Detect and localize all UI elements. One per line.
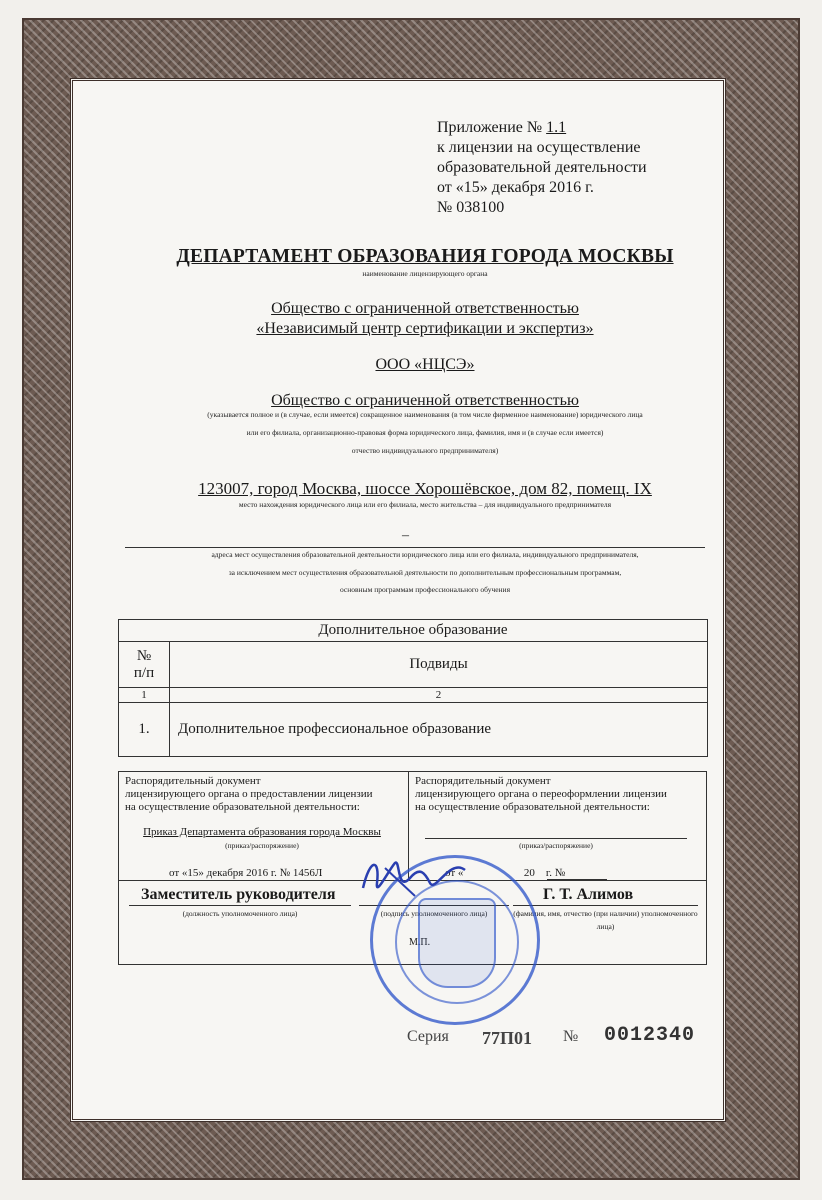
right-doc-title — [415, 775, 667, 814]
licensee-full-name-1: Общество с ограниченной ответственностью — [271, 300, 579, 317]
right-date-suffix: г. № — [545, 867, 566, 879]
places-caption-1: адреса мест осуществления образовательной деятельности юридического лица или его филиала, индивидуального предпринимателя, — [211, 550, 639, 559]
appendix-line-2: к лицензии на осуществление — [437, 139, 641, 156]
serial-label: Серия — [407, 1028, 449, 1045]
signer-name-caption: (фамилия, имя, отчество (при наличии) уполномоченного лица) — [513, 909, 698, 931]
licensee-form: Общество с ограниченной ответственностью — [271, 392, 579, 409]
right-doc-title-1: Распорядительный документ — [415, 775, 551, 787]
serial-number-label: № — [563, 1028, 579, 1045]
left-doc-title-3: на осуществление образовательной деятельности: — [125, 801, 360, 813]
appendix-line-4: от «15» декабря 2016 г. — [437, 179, 594, 196]
appendix-label: Приложение № — [437, 119, 543, 136]
address-caption: место нахождения юридического лица или его филиала, место жительства – для индивидуального предпринимателя — [238, 500, 612, 509]
left-order-caption: (приказ/распоряжение) — [225, 841, 299, 850]
licensee-caption-2: или его филиала, организационно-правовая форма юридического лица, фамилия, имя и (в случае если имеется) — [246, 428, 604, 437]
col-number-header-1: № — [136, 647, 152, 664]
places-caption-3: основным программам профессионального обучения — [339, 585, 511, 594]
left-doc-title — [125, 775, 373, 814]
address-value: 123007, город Москва, шоссе Хорошёвское, дом 82, помещ. IX — [198, 479, 652, 498]
education-table — [118, 619, 708, 757]
left-doc-title-2: лицензирующего органа о предоставлении лицензии — [125, 788, 373, 800]
row-name: Дополнительное профессиональное образование — [170, 703, 708, 757]
col-number-header — [119, 642, 170, 688]
licensee-short-name: ООО «НЦСЭ» — [375, 356, 475, 373]
department-title: ДЕПАРТАМЕНТ ОБРАЗОВАНИЯ ГОРОДА МОСКВЫ — [176, 246, 674, 267]
licensee-caption-1: (указывается полное и (в случае, если имеется) сокращенное наименования (в том числе фирменное наименование) юридического лица — [207, 410, 643, 419]
left-date: от «15» декабря 2016 г. № 1456Л — [169, 867, 323, 879]
seal-emblem-icon — [418, 898, 496, 988]
right-doc-title-3: на осуществление образовательной деятельности: — [415, 801, 650, 813]
places-line — [125, 547, 705, 548]
serial-number: 0012340 — [604, 1024, 696, 1047]
col-number-header-2: п/п — [133, 664, 155, 681]
department-caption: наименование лицензирующего органа — [362, 269, 488, 278]
appendix-header — [437, 118, 647, 218]
right-order-caption: (приказ/распоряжение) — [519, 841, 593, 850]
sign-caption: (подпись уполномоченного лица) — [380, 909, 488, 918]
appendix-line-3: образовательной деятельности — [437, 159, 647, 176]
signer-position: Заместитель руководителя — [141, 886, 336, 903]
signature-icon — [355, 848, 475, 908]
serial-series: 77П01 — [482, 1028, 533, 1048]
col-subtypes-header: Подвиды — [170, 642, 708, 688]
appendix-line-5: № 038100 — [437, 199, 505, 216]
right-date-prefix: от « — [445, 867, 464, 879]
left-doc-title-1: Распорядительный документ — [125, 775, 261, 787]
places-caption-2: за исключением мест осуществления образовательной деятельности по дополнительным профессиональным программам, — [228, 568, 622, 577]
table-row — [119, 703, 708, 757]
stamp-place: М.П. — [409, 937, 431, 948]
right-date-mid: 20 — [523, 867, 535, 879]
licensee-caption-3: отчество индивидуального предпринимателя) — [351, 446, 499, 455]
signer-position-line — [129, 905, 351, 906]
signer-name: Г. Т. Алимов — [543, 886, 634, 903]
col-index-1: 1 — [119, 688, 170, 703]
licensee-full-name-2: «Независимый центр сертификации и экспертиз» — [256, 320, 594, 337]
table-header: Дополнительное образование — [119, 620, 708, 642]
signer-position-caption: (должность уполномоченного лица) — [182, 909, 298, 918]
appendix-number: 1.1 — [546, 119, 567, 136]
col-index-2: 2 — [170, 688, 708, 703]
right-doc-title-2: лицензирующего органа о переоформлении лицензии — [415, 788, 667, 800]
places-value: – — [402, 528, 409, 543]
left-order: Приказ Департамента образования города Москвы — [143, 826, 381, 838]
signer-name-line — [513, 905, 698, 906]
row-number: 1. — [119, 703, 170, 757]
